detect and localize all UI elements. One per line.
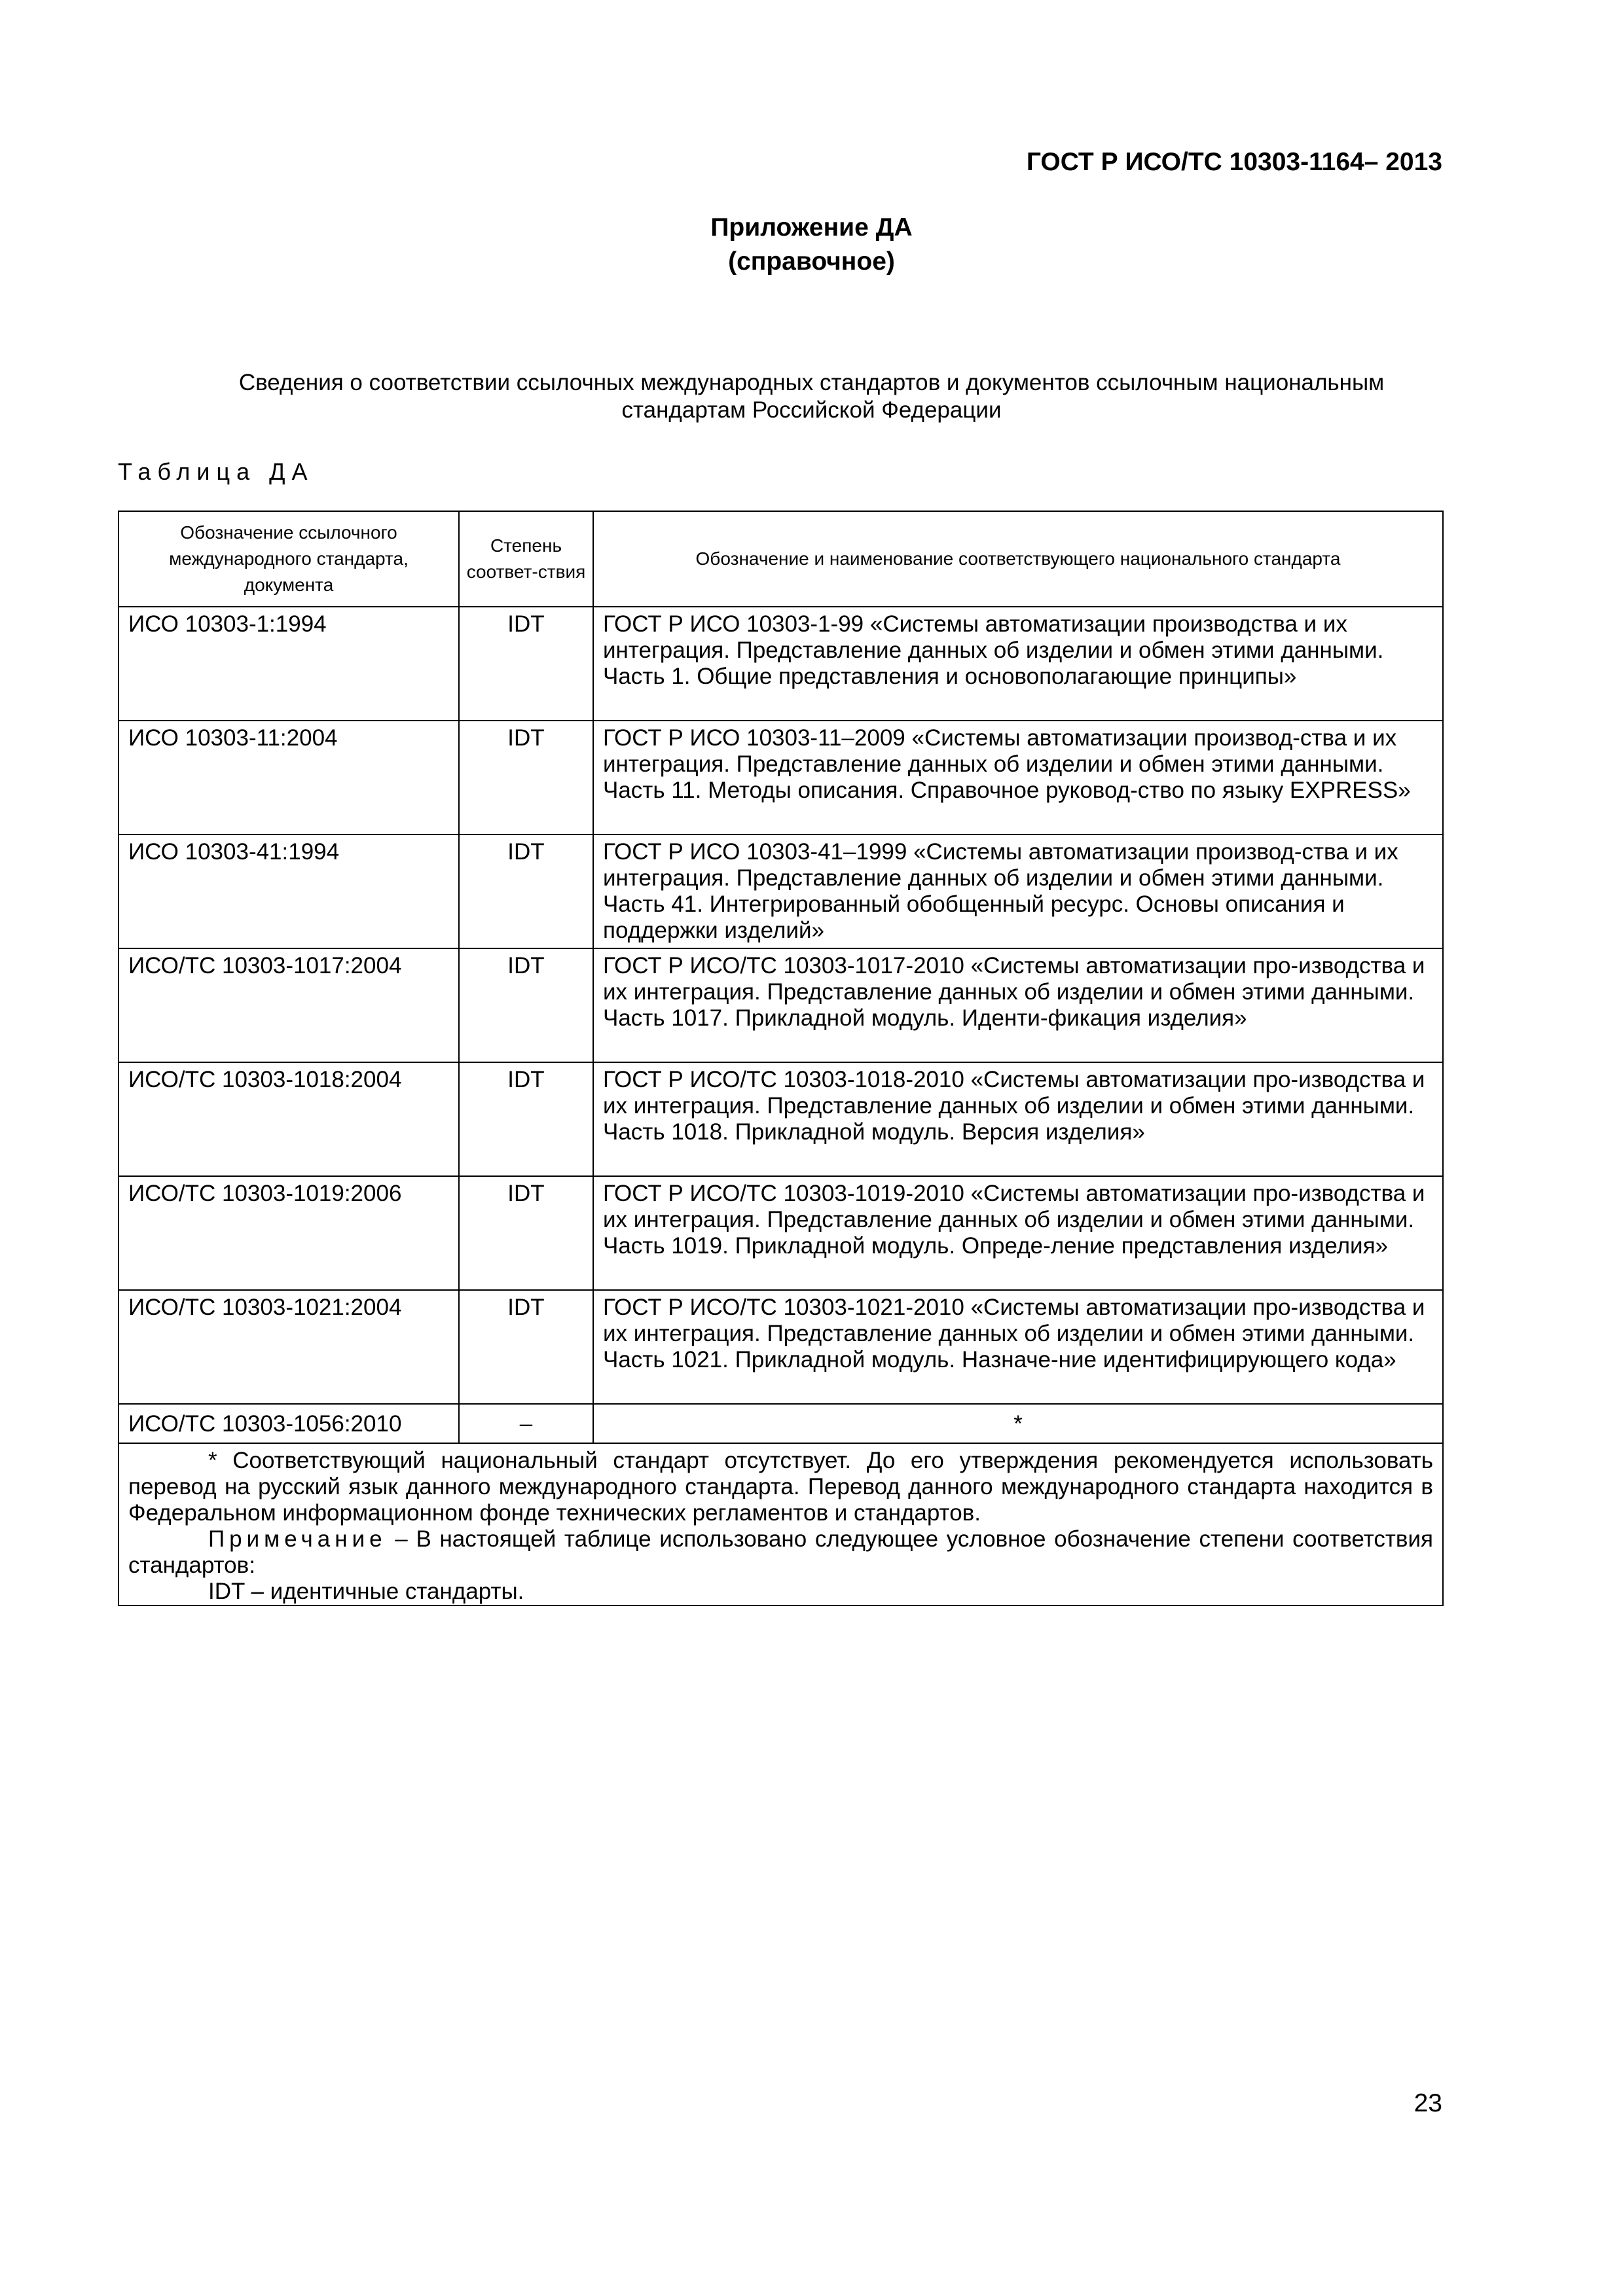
cell-degree: – <box>459 1404 593 1443</box>
header-reference: Обозначение ссылочного международного стандарта, документа <box>119 511 459 607</box>
cell-degree: IDT <box>459 607 593 721</box>
cell-reference: ИСО 10303-11:2004 <box>119 721 459 834</box>
cell-reference: ИСО/ТС 10303-1019:2006 <box>119 1176 459 1290</box>
cell-degree: IDT <box>459 948 593 1062</box>
note-text: – В настоящей таблице использовано следующее условное обозначение степени соответствия стандартов: <box>128 1526 1433 1578</box>
page-number: 23 <box>1413 2089 1442 2117</box>
annex-heading <box>0 211 1623 279</box>
cell-degree: IDT <box>459 721 593 834</box>
header-national: Обозначение и наименование соответствующего национального стандарта <box>593 511 1443 607</box>
intro-line-2: стандартам Российской Федерации <box>621 397 1002 423</box>
table-row <box>119 834 1443 948</box>
cell-reference: ИСО 10303-41:1994 <box>119 834 459 948</box>
table-row <box>119 607 1443 721</box>
cell-reference: ИСО/ТС 10303-1021:2004 <box>119 1290 459 1404</box>
annex-subtitle: (справочное) <box>728 247 895 276</box>
footnote-text: * Соответствующий национальный стандарт отсутствует. До его утверждения рекомендуется использовать перевод на русский язык данного международного стандарта. Перевод данного международного стандарта находится в Федеральном информационном фонде технических регламентов и стандартов. <box>128 1448 1433 1526</box>
table-header-row <box>119 511 1443 607</box>
note-paragraph <box>128 1526 1433 1579</box>
cell-reference: ИСО 10303-1:1994 <box>119 607 459 721</box>
cell-degree: IDT <box>459 1290 593 1404</box>
table-row <box>119 1062 1443 1176</box>
note-label: Примечание <box>208 1526 387 1552</box>
document-code: ГОСТ Р ИСО/ТС 10303-1164– 2013 <box>1026 148 1442 176</box>
annex-intro <box>0 369 1623 424</box>
cell-degree: IDT <box>459 1062 593 1176</box>
cell-national: ГОСТ Р ИСО/ТС 10303-1018-2010 «Системы автоматизации про-изводства и их интеграция. Представление данных об изделии и обмен этими данными. Часть 1018. Прикладной модуль. Версия изделия» <box>593 1062 1443 1176</box>
cell-national: ГОСТ Р ИСО 10303-11–2009 «Системы автоматизации производ-ства и их интеграция. Представление данных об изделии и обмен этими данными. Часть 11. Методы описания. Справочное руковод-ство по языку EXPRESS» <box>593 721 1443 834</box>
table-row <box>119 1176 1443 1290</box>
cell-national: ГОСТ Р ИСО 10303-41–1999 «Системы автоматизации производ-ства и их интеграция. Представление данных об изделии и обмен этими данными. Часть 41. Интегрированный обобщенный ресурс. Основы описания и поддержки изделий» <box>593 834 1443 948</box>
cell-national: * <box>593 1404 1443 1443</box>
correspondence-table <box>118 511 1444 1606</box>
table-label: Таблица ДА <box>118 458 314 485</box>
intro-line-1: Сведения о соответствии ссылочных международных стандартов и документов ссылочным национальным <box>238 370 1385 395</box>
cell-degree: IDT <box>459 834 593 948</box>
cell-reference: ИСО/ТС 10303-1056:2010 <box>119 1404 459 1443</box>
table-row <box>119 721 1443 834</box>
cell-national: ГОСТ Р ИСО/ТС 10303-1021-2010 «Системы автоматизации про-изводства и их интеграция. Представление данных об изделии и обмен этими данными. Часть 1021. Прикладной модуль. Назначе-ние идентифицирующего кода» <box>593 1290 1443 1404</box>
table-notes-row <box>119 1443 1443 1605</box>
cell-national: ГОСТ Р ИСО/ТС 10303-1017-2010 «Системы автоматизации про-изводства и их интеграция. Представление данных об изделии и обмен этими данными. Часть 1017. Прикладной модуль. Иденти-фикация изделия» <box>593 948 1443 1062</box>
table-notes <box>119 1443 1443 1605</box>
cell-degree: IDT <box>459 1176 593 1290</box>
header-degree: Степень соответ-ствия <box>459 511 593 607</box>
idt-definition: IDT – идентичные стандарты. <box>208 1579 524 1604</box>
annex-title: Приложение ДА <box>710 213 913 242</box>
cell-reference: ИСО/ТС 10303-1018:2004 <box>119 1062 459 1176</box>
cell-national: ГОСТ Р ИСО/ТС 10303-1019-2010 «Системы автоматизации про-изводства и их интеграция. Представление данных об изделии и обмен этими данными. Часть 1019. Прикладной модуль. Опреде-ление представления изделия» <box>593 1176 1443 1290</box>
cell-reference: ИСО/ТС 10303-1017:2004 <box>119 948 459 1062</box>
table-row <box>119 948 1443 1062</box>
table-row <box>119 1404 1443 1443</box>
table-row <box>119 1290 1443 1404</box>
cell-national: ГОСТ Р ИСО 10303-1-99 «Системы автоматизации производства и их интеграция. Представление данных об изделии и обмен этими данными. Часть 1. Общие представления и основополагающие принципы» <box>593 607 1443 721</box>
